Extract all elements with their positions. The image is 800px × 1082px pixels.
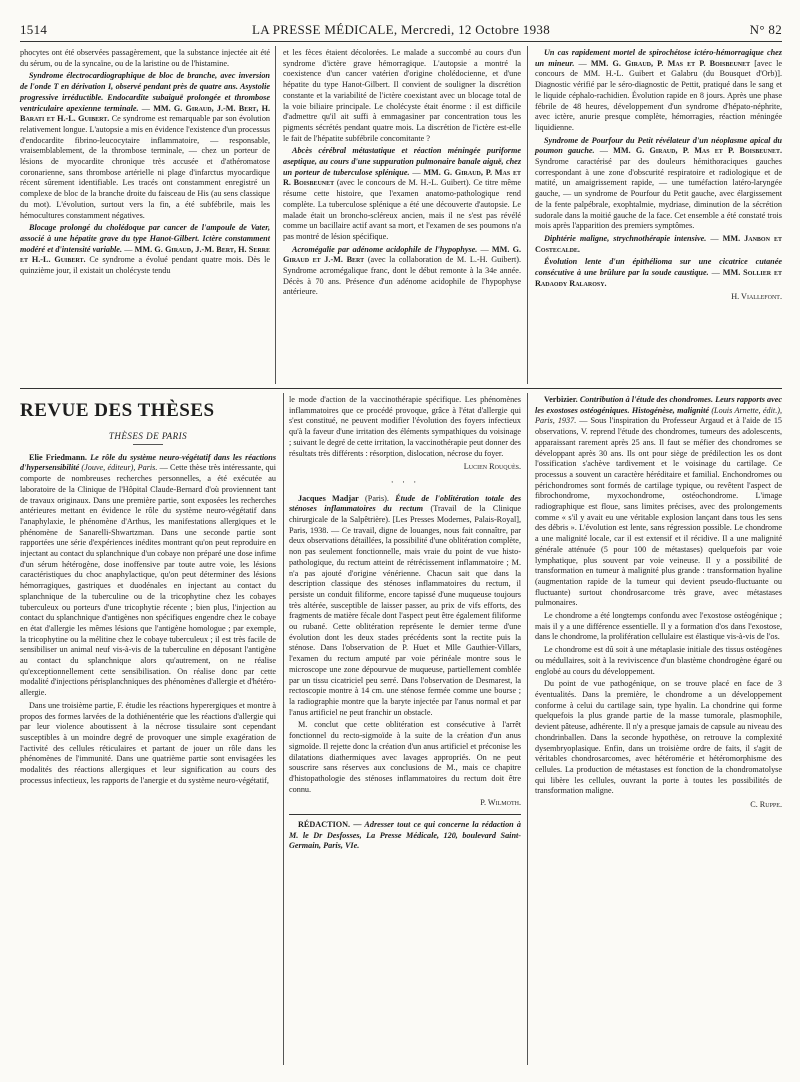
review-title: Contribution à l'étude des chondromes. Leurs rapports avec les exostoses ostéogéniques. Histogénèse, malignité [535, 395, 782, 415]
redaction-label: RÉDACTION. [298, 820, 351, 830]
review-city: (Paris). [365, 493, 389, 503]
paragraph: et les fèces étaient décolorées. Le malade a succombé au cours d'un syndrome d'ictère grave hémorragique. L'autopsie a montré la coexistence d'un cancer vatérien d'origine cholédocienne, et d'une hépatite du type Hanot-Gilbert. Il convient de souligner la discrétion constante et la variabilité de l'ictère coexistant avec un blocage total de la voie biliaire principale. Le cholécyste était énorme : il est difficile d'admettre qu'il ait suffi à emmagasiner par concentration tous les pigments sécrétés pendant quatre mois. La discrétion de l'ictère est-elle le fait de l'hépatite subfébrile concomitante ? [283, 48, 521, 143]
review [289, 494, 521, 719]
abstract: Un cas rapidement mortel de spirochétose ictéro-hémorragique chez un mineur. — MM. G. Giraud, P. Mas et P. Boisbeunet [avec le concours de MM. H.-L. Guibert et Galabru (du Bousquet d'Orb)]. Diagnostic vérifié par le séro-diagnostic de Pettit, pratiqué dans le sang et le liquide céphalo-rachidien. Évolution rapide en 8 jours. Après une phase fébrile de 48 heures, développement d'un syndrome d'hépato-néphrite, avec ictère, anurie presque complète, hémorragies, réaction méningée liquidienne. [535, 48, 782, 132]
review-title: Le rôle du système neuro-végétatif dans les réactions d'hypersensibilité [20, 452, 277, 473]
paragraph: Dans une troisième partie, F. étudie les réactions hyperergiques et montre à propos des formes larvées de la dothiénentérie que les réactions d'allergie qui par leur violence aboutissent à la nécrose tissulaire sont cependant susceptibles à un moindre degré de provoquer une simple exagération de l'activité des cellules réticulaires et partant de jouer un rôle dans les phénomènes de l'immunité. Dans une quatrième partie sont envisagées les modalités des réactions allergiques et leur signification au cours des processus infectieux, les rapports de l'anergie et du système neuro-végétatif, [20, 700, 276, 785]
bottom-column-3 [535, 395, 782, 811]
review-publisher: (Louis Arnette, édit.), Paris, 1937. [535, 405, 783, 426]
section-heading: REVUE DES THÈSES [20, 400, 215, 421]
page-number: 1514 [20, 22, 48, 37]
abstract-title: Diphtérie maligne, strychnothérapie intensive. [544, 233, 707, 243]
bottom-column-1 [20, 395, 276, 789]
abstract-body: (avec la collaboration de M. L.-H. Guibert). Syndrome acromégalique franc, dont le début remonte à la 34e année. Décès à 70 ans. Présence d'un adénome acidophile de l'hypophyse antérieure. [283, 255, 521, 297]
top-column-1 [20, 48, 270, 279]
signature: P. Wilmoth. [480, 798, 521, 808]
top-column-3 [535, 48, 782, 303]
abstract-body: (avec le concours de M. H.-L. Guibert). Ce titre même résume cette histoire, que l'examen anatomo-pathologique rend complète. La tuberculose splénique a été une découverte d'autopsie. Le malade était un broncho-scléreux ancien, mais il ne s'est pas révélé comme un bacillaire actif avant sa mort, et l'examen de ses poumons n'a pas montré de lésion spécifique. [283, 178, 522, 241]
abstract-authors: MM. G. Giraud, J.-M. Bert, H. Barati et H.-L. Guibert. [20, 103, 270, 124]
abstract-authors: MM. G. Giraud, P. Mas et P. Boisbeunet [590, 58, 751, 68]
abstract: Syndrome de Pourfour du Petit révélateur d'un néoplasme apical du poumon gauche. — MM. G. Giraud, P. Mas et P. Boisbeunet. Syndrome caractérisé par des douleurs hémithoraciques gauches correspondant à une zone d'obscurité respiratoire et radiologique et de matité, un amaigrissement rapide, — une tuméfaction latéro-laryngée gauche, — un syndrome de Pourfour du Petit gauche, avec élargissement de la fente palpébrale, exophtalmie, mydriase, diminution de la sécrétion sudorale dans la moitié gauche de la face. Cet ensemble a été constaté trois mois après l'apparition des premiers symptômes. [535, 135, 782, 231]
review-body: — Sous l'inspiration du Professeur Argaud et à l'aide de 15 observations, V. reprend l'étude des chondromes, tumeurs des adolescents, apparaissant rarement après 25 ans. Il faut se méfier des chondromes se développant après 30 ans. Ils ont pour siège de prédilection les os dont l'ossification s'achève tardivement et le voisinage du cartilage. Ce processus a souvent un caractère héréditaire et familial. Enchondromes ou périchondromes sont formés de cartilage typique, ou revêtent l'aspect de fibrochondrome, myxochondrome, ostéochondrome. L'image radiographique est floue, sans limites précises, avec des prolongements comme « s'il y avait eu une véritable explosion lançant dans tous les sens des débris ». L'évolution est lente, sans régression possible. Le chondrome a une malignité locale, car il est extensif et il récidive. Il a une malignité générale atténuée (5 pour 100 de métastases) quelquefois par voie lymphatique, plus souvent par voie veineuse. Il y a possibilité de transformation en tumeur à malignité plus grande : transformation hyaline (augmentation rapide de la tumeur qui devient pseudo-fluctuante ou fluctuante) surtout chondrosarcome très grave, avec métastases pulmonaires. [535, 416, 783, 608]
redaction-notice [289, 820, 521, 852]
subsection-rule [133, 444, 163, 445]
signature: Lucien Rouquès. [463, 462, 521, 472]
abstract-body: Ce syndrome est remarquable par son évolution relativement longue. L'autopsie a mis en évidence l'existence d'un processus d'endocardite fibrino-leucocytaire inflammatoire, — responsable, vraisemblablement, de la thrombose terminale, — chez un porteur de lésions de myocardite chronique très accusée et d'athéromatose coronarienne, sans thrombose artérielle ni plage d'infarctus myocardique récent sûrement identifiable. Les tracés ont constamment enregistré un complexe de bloc de la branche droite du faisceau de His (au sens classique du mot). L'évolution, surtout vers la fin, a été subfébrile, mais les hémocultures constamment négatives. [20, 114, 271, 220]
paragraph: Le chondrome a été longtemps confondu avec l'exostose ostéogénique ; mais il y a une différence essentielle. Il y a formation d'os dans l'exostose, dans le chondrome, la prolifération cellulaire est élastique vis-à-vis de l'os. [535, 611, 782, 642]
abstract-authors: MM. G. Giraud, J.-M. Bert, H. Serre et H.-L. Guibert. [20, 244, 271, 265]
review-body: — Cette thèse très intéressante, qui comporte de nombreuses recherches personnelles, a été exécutée au laboratoire de la Clinique de l'Hôpital Claude-Bernard d'où proviennent tant de travaux originaux. Dans une première partie, sont exposées les recherches antérieures mettant en évidence le rôle du système neuro-végétatif dans l'anaphylaxie, le phénomène d'Arthus, les manifestations allergiques et le phénomène de Sanarelli-Shwartzman. Dans une seconde partie sont rapportées une série d'expériences inédites montrant qu'on peut reproduire en injectant au contact du splanchnique d'un cobaye non préparé une dose infime d'un sérum hétérogène, dose inoffensive par toute autre voie, les lésions caractéristiques du choc anaphylactique, qu'on peut déterminer des lésions hémorragiques, gastriques et duodénales en injectant au contact du splanchnique de la tuberculine ou de la tricophytine chez les cobayes tuberculeux ou porteurs d'une tricophytie récente ; bien plus, l'injection au contact du splanchnique d'antigènes non spécifiques engendre chez le cobaye en état d'allergie les mêmes lésions que l'antigène homologue ; par exemple, la tricophytine ou la mélitine chez le cobaye tuberculeux ; il est très facile de sensibiliser un animal neuf vis-à-vis de la tuberculine en déposant l'antigène au contact du splanchnique alors qu'autrement, on ne réalise qu'exceptionnellement cette sensibilisation. On réalise donc par cette modalité d'injections périsplanchniques des phénomènes d'allergie et d'hétéro-allergie. [20, 463, 276, 698]
review [20, 453, 276, 699]
review [535, 395, 782, 609]
abstract: Blocage prolongé du cholédoque par cancer de l'ampoule de Vater, associé à une hépatite grave du type Hanot-Gilbert. Ictère constamment modéré et d'intensité variable. — MM. G. Giraud, J.-M. Bert, H. Serre et H.-L. Guibert. Ce syndrome a évolué pendant quatre mois. Dès le quinzième jour, il existait un cholécyste tendu [20, 223, 271, 276]
review-body: — Ce travail, digne de louanges, nous fait connaître, par deux observations détaillées, la possibilité d'une oblitération complète, non pas seulement fonctionnelle, mais vraie du point de vue histo-pathologique, du rectum atteint de rétrécissement inflammatoire ; M. n'a pas ajouté d'origine vénérienne. Chacun sait que dans la description classique des sténoses inflammatoires du rectum, il persiste un conduit filiforme, encore tapissé d'une muqueuse toujours très altérée, susceptible de laisser passer, au prix de vifs efforts, des fragments de matière fécale dont l'aspect peut être également filiforme ou rubané. Cette oblitération représente le dernier terme d'une évolution dont les deux stades précédents sont la rectite puis la sténose. Dans l'observation de P. Huet et Mlle Gauthier-Villars, l'examen du rectum amputé par voie périnéale montre sous le microscope une zone dépourvue de muqueuse, partiellement comblée par un tissu cicatriciel peu serré. Dans l'observation de Desmarest, la rectoscopie montre à 14 cm. une sténose fermée comme une bourse ; la radiographie montre que la baryte injectée par l'anus normal et par l'anus artificiel ne peut franchir un obstacle. [289, 525, 521, 717]
abstract-title: Blocage prolongé du cholédoque par cancer de l'ampoule de Vater, associé à une hépatite grave du type Hanot-Gilbert. Ictère constamment modéré et d'intensité variable. [20, 223, 270, 254]
issue-number: N° 82 [749, 22, 782, 37]
section-rule [20, 388, 782, 389]
abstract-title: Évolution lente d'un épithélioma sur une cicatrice cutanée consécutive à une brûlure par la soude caustique. [535, 257, 782, 278]
abstract-authors: MM. G. Giraud et J.-M. Bert [283, 244, 522, 265]
column-divider [283, 393, 284, 1065]
abstract: Syndrome électrocardiographique de bloc de branche, avec inversion de l'onde T en dérivation I, observé pendant près de quatre ans. Asystolie progressive irréductible. Endocardite subaiguë prolongée et thrombose ventriculaire apexienne terminale. — MM. G. Giraud, J.-M. Bert, H. Barati et H.-L. Guibert. Ce syndrome est remarquable par son évolution relativement longue. L'autopsie a mis en évidence l'existence d'un processus d'endocardite fibrino-leucocytaire inflammatoire, — responsable, vraisemblablement, de la thrombose terminale, — chez un porteur de lésions de myocardite chronique très accusée et d'athéromatose coronarienne, sans thrombose artérielle ni plage d'infarctus myocardique récent sûrement identifiable. Les tracés ont constamment enregistré un complexe de bloc de la branche droite du faisceau de His (au sens classique du mot). L'évolution, surtout vers la fin, a été subfébrile, mais les hémocultures constamment négatives. [20, 71, 271, 220]
abstract: Diphtérie maligne, strychnothérapie intensive. — MM. Janbon et Costecalde. [535, 233, 782, 254]
abstract-title: Syndrome de Pourfour du Petit révélateur d'un néoplasme apical du poumon gauche. [535, 135, 782, 156]
review-publisher: (Travail de la Clinique chirurgicale de la Salpêtrière). [Les Presses Modernes, Palais-Royal], Paris, 1938. [289, 504, 522, 535]
signature: C. Ruppe. [750, 800, 782, 810]
abstract-authors: MM. Sollier et Radaody Ralarosy. [535, 268, 783, 288]
divider-ornament: · · · [390, 476, 420, 487]
abstract-title: Un cas rapidement mortel de spirochétose ictéro-hémorragique chez un mineur. [535, 48, 782, 68]
abstract-authors: MM. Janbon et Costecalde. [535, 233, 782, 254]
abstract: Acromégalie par adénome acidophile de l'hypophyse. — MM. G. Giraud et J.-M. Bert (avec la collaboration de M. L.-H. Guibert). Syndrome acromégalique franc, dont le début remonte à la 34e année. Décès à 70 ans. Présence d'un adénome acidophile de l'hypophyse antérieure. [283, 244, 522, 297]
review-author: Jacques Madjar [298, 493, 359, 503]
column-divider [527, 46, 528, 384]
journal-title: LA PRESSE MÉDICALE, Mercredi, 12 Octobre 1938 [251, 22, 551, 37]
review-publisher: (Jouve, éditeur), Paris. [81, 463, 158, 473]
paragraph: le mode d'action de la vaccinothérapie spécifique. Les phénomènes inflammatoires que ce procédé provoque, grâce à l'état d'allergie qui s'est constitué, ne peuvent modifier l'évolution des foyers infectieux qu'à la faveur d'une irritation des éléments sympathiques du voisinage ; suivant le degré de cette irritation, la vaccinothérapie peut donner des résultats très différents : résorption, dislocation, nécrose du foyer. [289, 395, 521, 458]
review-author: Elie Friedmann. [29, 452, 87, 462]
notice-rule [289, 814, 521, 815]
abstract-body: Syndrome caractérisé par des douleurs hémithoraciques gauches correspondant à une zone d'obscurité respiratoire et radiologique et de matité, un amaigrissement rapide, — une tuméfaction latéro-laryngée gauche, — un syndrome de Pourfour du Petit gauche, avec élargissement de la fente palpébrale, exophtalmie, mydriase, diminution de la sécrétion sudorale dans la moitié gauche de la face. Cet ensemble a été constaté trois mois après l'apparition des premiers symptômes. [535, 157, 782, 231]
abstract-title: Syndrome électrocardiographique de bloc de branche, avec inversion de l'onde T en dérivation I, observé pendant près de quatre ans. Asystolie progressive irréductible. Endocardite subaiguë prolongée et thrombose ventriculaire apexienne terminale. [20, 71, 270, 113]
top-column-2 [283, 48, 521, 300]
header-rule [20, 41, 782, 42]
column-divider [275, 46, 276, 384]
abstract-authors: MM. G. Giraud, P. Mas et R. Boisbeunet [283, 167, 522, 188]
subsection-heading: THÈSES DE PARIS [108, 431, 188, 441]
abstract-body: [avec le concours de MM. H.-L. Guibert et Galabru (du Bousquet d'Orb)]. Diagnostic vérifié par le séro-diagnostic de Pettit, pratiqué dans le sang et le liquide céphalo-rachidien. Évolution rapide en 8 jours. Après une phase fébrile de 48 heures, développement d'un syndrome d'hépato-néphrite, avec ictère, anurie presque complète, hémorragies, réaction méningée liquidienne. [535, 58, 782, 132]
redaction-body: — Adresser tout ce qui concerne la rédaction à M. le Dr Desfosses, La Presse Médicale, 120, boulevard Saint-Germain, Paris, VIe. [289, 820, 522, 851]
abstract: Abcès cérébral métastatique et réaction méningée puriforme aseptique, au cours d'une suppuration pulmonaire banale aiguë, chez un porteur de tuberculose splénique. — MM. G. Giraud, P. Mas et R. Boisbeunet (avec le concours de M. H.-L. Guibert). Ce titre même résume cette histoire, que l'examen anatomo-pathologique rend complète. La tuberculose splénique a été une découverte d'autopsie. Le malade était un broncho-scléreux ancien, mais il ne s'est pas révélé comme un bacillaire actif avant sa mort, et l'examen de ses poumons n'a pas montré de lésion spécifique. [283, 146, 522, 241]
bottom-column-2 [289, 395, 521, 854]
column-divider [527, 393, 528, 1065]
abstract-title: Acromégalie par adénome acidophile de l'hypophyse. [292, 244, 478, 254]
paragraph: phocytes ont été observées passagèrement, que la substance injectée ait été du sérum, ou de la syncaïne, ou de la laristine ou de l'histamine. [20, 48, 270, 68]
abstract-body: Ce syndrome a évolué pendant quatre mois. Dès le quinzième jour, il existait un cholécyste tendu [20, 255, 270, 276]
review-title: Étude de l'oblitération totale des sténoses inflammatoires du rectum [289, 493, 522, 514]
paragraph: Du point de vue pathogénique, on se trouve placé en face de 3 éventualités. Dans la première, le chondrome a un développement conforme à celui du cartilage sain, type hyalin. La chondrine qui forme quelquefois la plus grande partie de la masse tumorale, plasmophile, devient pâteuse, adhérente. Il n'y a presque jamais de capsule au niveau des chondrinballen. Dans la seconde hypothèse, on retrouve la complexité dysembryoplasique. Enfin, dans un troisième ordre de faits, il s'agit de véritables chondrosarcomes, avec hétéromérie et hétéromorphisme des cellules. La production de métastases est fonction de la chondromatolyse qui libère les cellules, ouvrant la porte à toutes les possibilités de transformation maligne. [535, 679, 783, 796]
abstract-authors: MM. G. Giraud, P. Mas et P. Boisbeunet. [613, 146, 782, 156]
running-header [20, 22, 782, 40]
paragraph: Le chondrome est dû soit à une métaplasie initiale des tissus ostéogènes ou médullaires, soit à la reviviscence d'un blastème chondrogène égaré ou englobé au cours du développement. [535, 645, 782, 676]
paragraph: M. conclut que cette oblitération est consécutive à l'arrêt fonctionnel du recto-sigmoïde à la suite de la création d'un anus sigmoïde. Il rejette donc la création d'un anus artificiel et préconise les dilatations diathermiques avec lavages appropriés. On ne peut souscrire sans réserves aux conclusions de M., mais ce chapitre d'histopathologie des sténoses inflammatoires du rectum doit être connu. [289, 720, 521, 794]
review-author: Verbizier. [544, 395, 578, 404]
abstract-title: Abcès cérébral métastatique et réaction méningée puriforme aseptique, au cours d'une suppuration pulmonaire banale aiguë, chez un porteur de tuberculose splénique. [283, 146, 521, 177]
abstract: Évolution lente d'un épithélioma sur une cicatrice cutanée consécutive à une brûlure par la soude caustique. — MM. Sollier et Radaody Ralarosy. [535, 257, 783, 288]
signature: H. Viallefont. [731, 292, 782, 302]
